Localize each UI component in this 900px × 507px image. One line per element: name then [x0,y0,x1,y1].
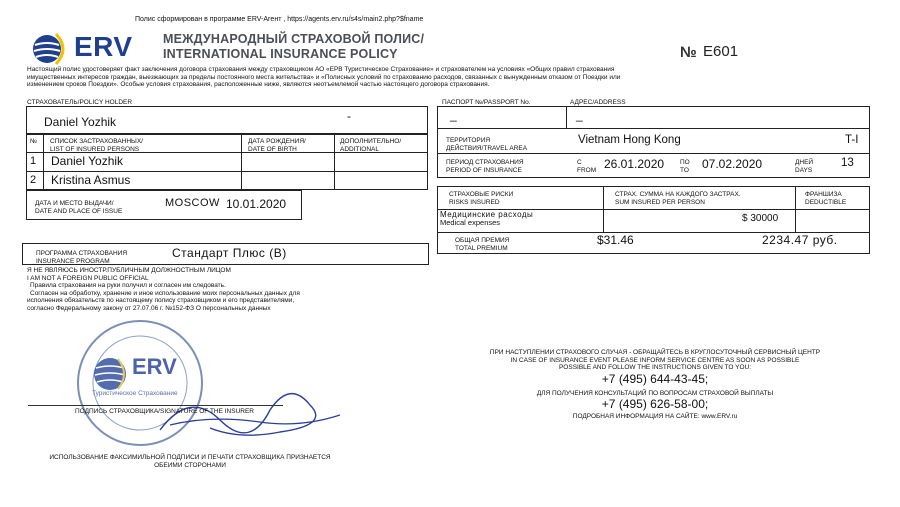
header-text: DATE OF BIRTH [248,145,297,153]
table-row-no: 1 [30,155,37,167]
header-text: DEDUCTIBLE [805,198,847,206]
label-text: ДНЕЙ [795,159,814,166]
issue-label [35,200,122,215]
issue-date: 10.01.2020 [226,197,287,211]
territory-value: Vietnam Hong Kong [578,134,681,146]
insured-col-dob [248,138,306,153]
label-text: ОБЩАЯ ПРЕМИЯ [455,237,510,244]
risks-col-franchise [805,191,846,206]
period-days: 13 [841,157,854,169]
header-text: ФРАНШИЗА [805,191,842,198]
signature-label: ПОДПИСЬ СТРАХОВЩИКА/SIGNATURE OF THE INSURER [75,408,255,415]
policy-holder-name: Daniel Yozhik [44,115,117,129]
title-ru: МЕЖДУНАРОДНЫЙ СТРАХОВОЙ ПОЛИС/ [163,32,425,46]
note-line: ОБЕИМИ СТОРОНАМИ [154,461,226,469]
contacts-block [440,349,870,421]
intro-line: Настоящий полис удостоверяет факт заключения договора страхования между страховщиком АО «ЕРВ Туристическое Страхование» и страхователем на условиях «Общих правил страхования [27,66,615,73]
label-text: ПРОГРАММА СТРАХОВАНИЯ [36,250,128,257]
declaration-line: Правила страхования на руки получил и согласен им следовать. [30,282,226,289]
label-text: С [577,159,582,166]
note-line: ИСПОЛЬЗОВАНИЕ ФАКСИМИЛЬНОЙ ПОДПИСИ И ПЕЧАТИ СТРАХОВЩИКА ПРИЗНАЕТСЯ [49,454,331,461]
declaration-line: согласно Федеральному закону от 27.07.06 г. №152-ФЗ О персональных данных [27,304,271,312]
risks-col-sum [615,191,741,206]
table-row-no: 2 [30,174,37,186]
risk-sum: $ 30000 [742,213,779,224]
header-text: СПИСОК ЗАСТРАХОВАННЫХ/ [50,138,143,145]
period-to-label [680,159,690,174]
label-text: FROM [577,166,597,174]
stamp-subtitle: Туристическое Страхование [92,390,178,397]
contact-line: ДЛЯ ПОЛУЧЕНИЯ КОНСУЛЬТАЦИЙ ПО ВОПРОСАМ СТРАХОВОЙ ВЫПЛАТЫ [536,389,774,397]
premium-label [455,237,509,252]
period-label [446,159,524,174]
header-text: ДОПОЛНИТЕЛЬНО/ [340,138,402,145]
contact-website: ПОДРОБНАЯ ИНФОРМАЦИЯ НА САЙТЕ: www.ERV.ru [572,413,738,420]
issue-place: MOSCOW [165,197,220,209]
policy-holder-dash: - [347,109,351,123]
policy-number: E601 [703,43,739,60]
label-text: ДАТА И МЕСТО ВЫДАЧИ/ [35,200,114,207]
premium-rub: 2234.47 руб. [762,233,838,247]
declaration-line: Я НЕ ЯВЛЯЮСЬ ИНОСТР.ПУБЛИЧНЫМ ДОЛЖНОСТНЫМ ЛИЦОМ [27,267,231,274]
declarations [27,267,427,312]
period-days-label [795,159,813,174]
label-text: TO [680,166,689,174]
risks-col-risks [449,191,513,206]
territory-label [446,137,527,152]
declaration-line: I AM NOT A FOREIGN PUBLIC OFFICIAL [27,274,149,282]
label-text: ПО [680,159,690,166]
header-text: RISKS INSURED [449,198,500,206]
erv-logo [28,30,140,68]
header-text: СТРАХОВЫЕ РИСКИ [449,191,514,198]
program-label [36,250,127,265]
declaration-line: исполнения обязательств по настоящему полису страховщиком и его представителями, [27,297,295,304]
contact-phone-claims: +7 (495) 626-58-00; [601,397,709,411]
contact-line: IN CASE OF INSURANCE EVENT PLEASE INFORM SERVICE CENTRE AS SOON AS POSSIBLE [510,356,800,364]
passport-label: ПАСПОРТ №/PASSPORT No. [442,99,531,106]
risk-name [440,211,533,227]
header-text: ДАТА РОЖДЕНИЯ/ [248,138,306,145]
policy-holder-label: СТРАХОВАТЕЛЬ/POLICY HOLDER [27,99,133,106]
insured-name: Daniel Yozhik [51,154,124,168]
header-text: СТРАХ. СУММА НА КАЖДОГО ЗАСТРАХ. [615,191,741,198]
page-title [163,32,424,62]
title-en: INTERNATIONAL INSURANCE POLICY [163,47,398,61]
stamp-brand: ERV [132,354,177,379]
address-label: АДРЕС/ADDRESS [570,99,626,106]
insured-col-additional [340,138,401,153]
territory-code: T-I [845,134,859,146]
insured-col-list [50,138,143,153]
policy-holder-box [26,106,428,134]
intro-line: имущественных интересов граждан, выезжающих за пределы постоянного места жительства» и «Полисных условий по страхованию расходов, связанных с вынужденным отказом от Поездки или [27,73,621,81]
contact-line: ПРИ НАСТУПЛЕНИИ СТРАХОВОГО СЛУЧАЯ - ОБРАЩАЙТЕСЬ В КРУГЛОСУТОЧНЫЙ СЕРВИСНЫЙ ЦЕНТР [489,349,821,356]
header-text: ADDITIONAL [340,145,380,153]
label-text: DATE AND PLACE OF ISSUE [35,207,123,215]
header-text: SUM INSURED PER PERSON [615,198,705,206]
period-from: 26.01.2020 [604,157,665,171]
erv-logo-text: ERV [74,31,133,62]
program-box [22,243,429,265]
contact-phone-service: +7 (495) 644-43-45; [601,371,709,386]
header-note: Полис сформирован в программе ERV-Агент , https://agents.erv.ru/s4s/main2.php?$fname [135,16,424,23]
label-text: ПЕРИОД СТРАХОВАНИЯ [446,159,524,166]
intro-line: изменением сроков Поездки». Особые условия страхования, расположенные ниже, являются неотъемлемой частью настоящего договора страхования. [27,81,490,88]
label-text: ДЕЙСТВИЯ/TRAVEL AREA [446,144,528,152]
risk-name-en: Medical expenses [440,218,501,227]
program-value: Стандарт Плюс (В) [172,246,287,260]
label-text: PERIOD OF INSURANCE [446,166,522,174]
declaration-line: Согласен на обработку, хранение и иное использование моих персональных данных для [30,289,300,297]
address-value: _ [576,108,583,122]
passport-value: _ [450,108,457,122]
issue-box [26,190,302,220]
risk-name-ru: Медицинские расходы [440,210,534,219]
policy-number-label: № [680,44,697,61]
premium-usd: $31.46 [597,233,634,247]
label-text: TOTAL PREMIUM [455,244,508,252]
contact-line: POSSIBLE AND FOLLOW THE INSTRUCTIONS GIVEN TO YOU: [558,364,752,371]
period-to: 07.02.2020 [702,157,763,171]
period-from-label [577,159,596,174]
erv-globe-icon [28,30,70,68]
label-text: ТЕРРИТОРИЯ [446,137,491,144]
facsimile-note [20,454,360,469]
label-text: DAYS [795,166,813,174]
intro-text [27,66,877,89]
label-text: INSURANCE PROGRAM [36,257,110,265]
insured-name: Kristina Asmus [51,173,131,187]
header-text: LIST OF INSURED PERSONS [50,145,140,153]
insured-col-no: № [30,138,37,145]
